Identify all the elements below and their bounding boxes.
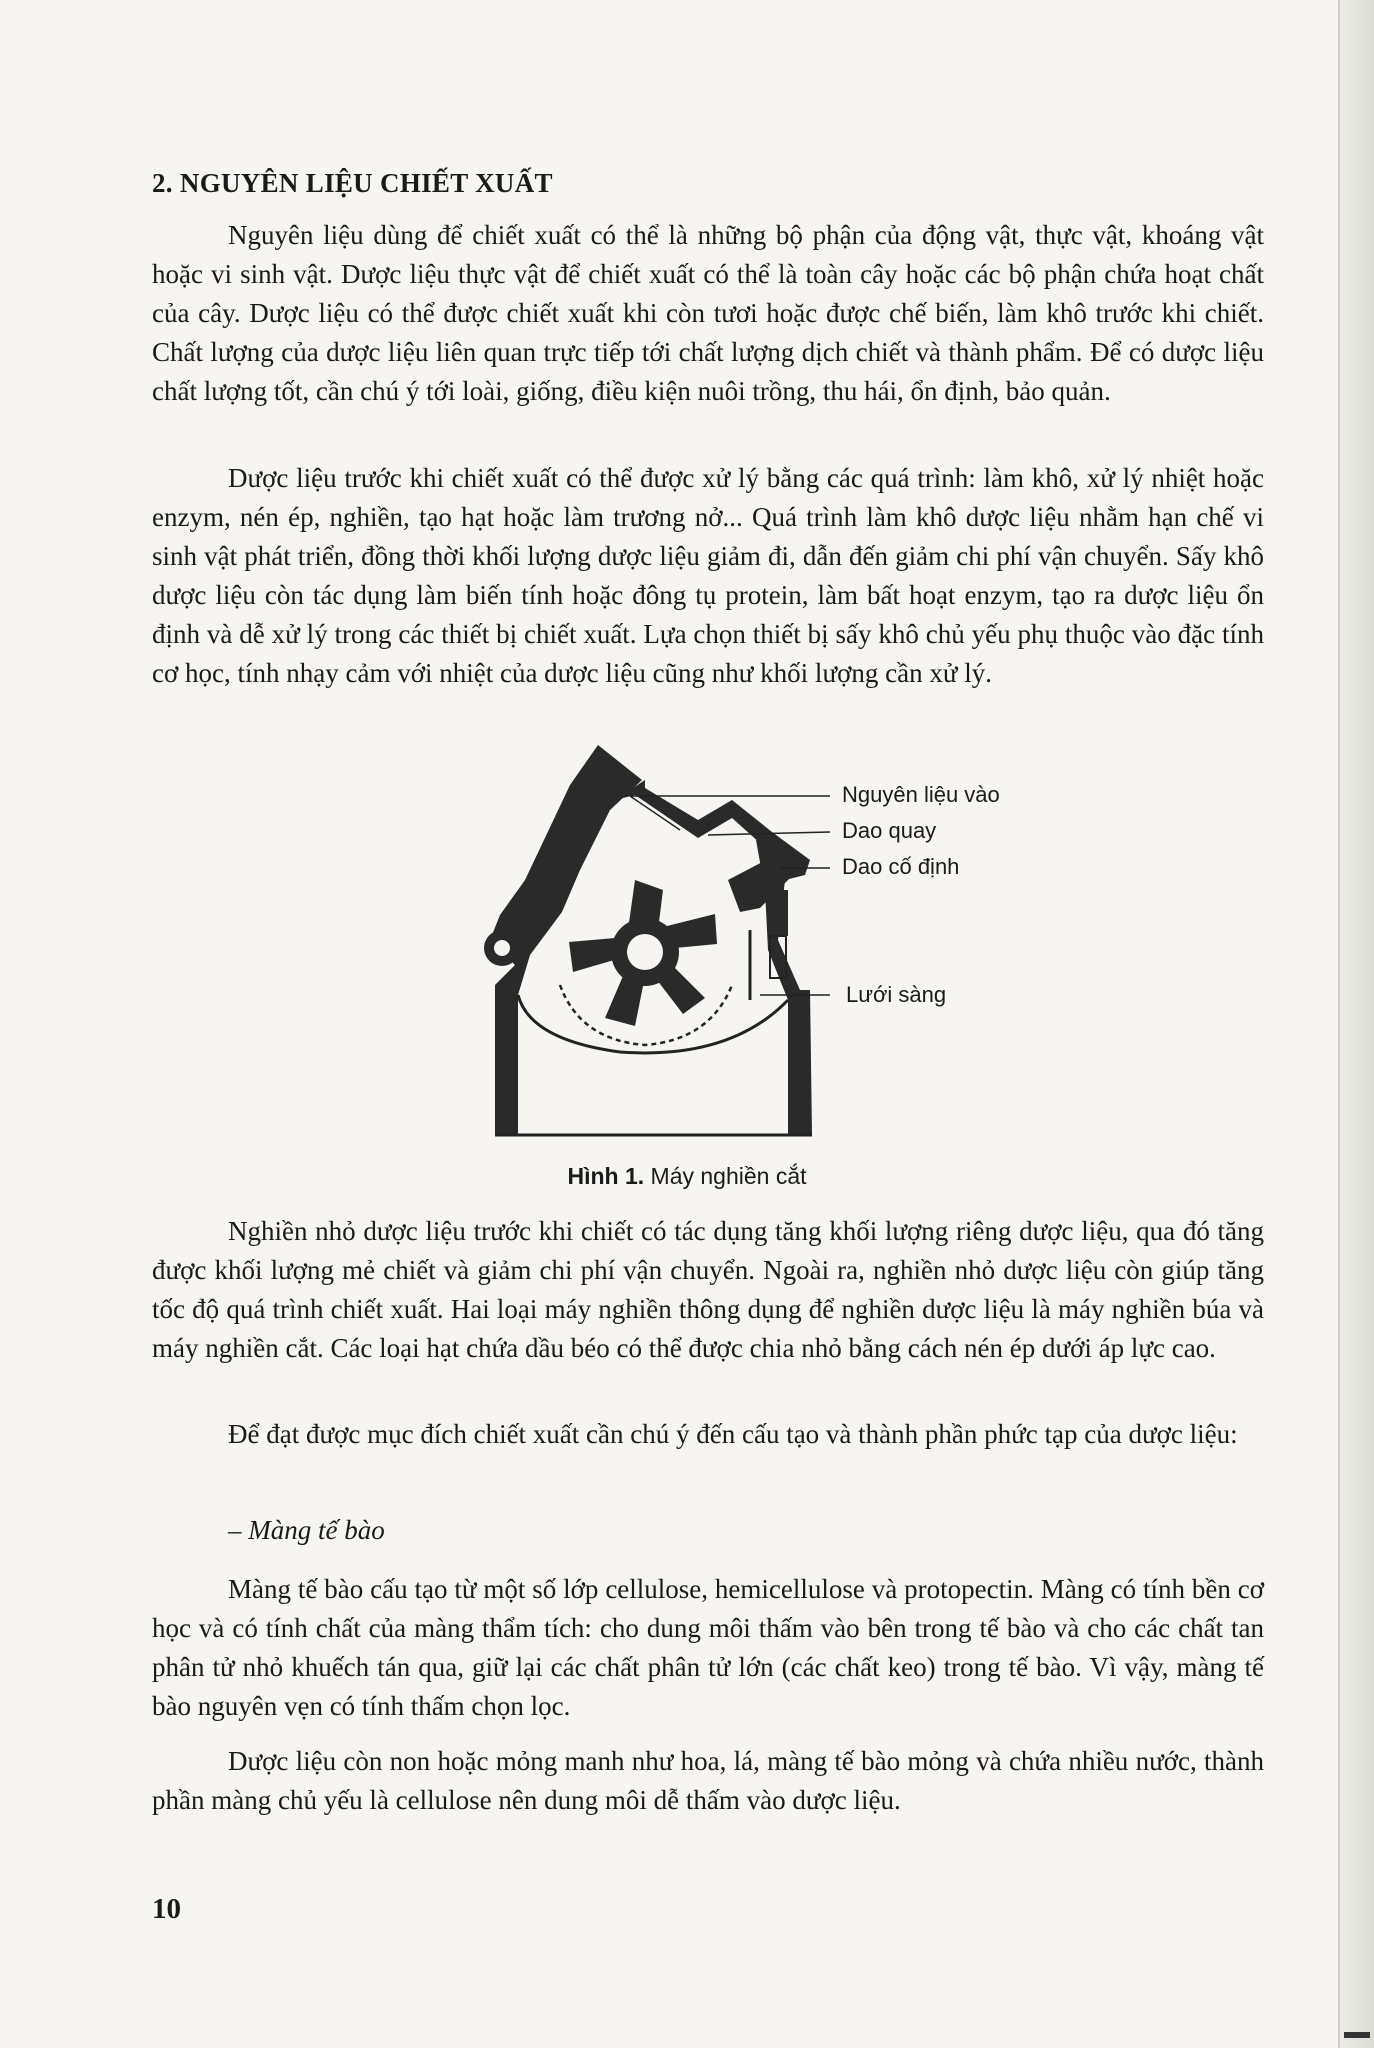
paragraph-6: Dược liệu còn non hoặc mỏng manh như hoa, lá, màng tế bào mỏng và chứa nhiều nước, thành phần màng chủ yếu là cellulose nên dung môi dễ thấm vào dược liệu. bbox=[152, 1746, 1264, 1815]
rotor bbox=[569, 880, 717, 1026]
scan-mark bbox=[1344, 2032, 1370, 2038]
subheading-text: Màng tế bào bbox=[248, 1515, 385, 1545]
figure-caption bbox=[0, 1163, 1374, 1190]
subheading-dash: – bbox=[228, 1515, 242, 1545]
caption-number: Hình 1. bbox=[567, 1163, 645, 1189]
section-heading: 2. NGUYÊN LIỆU CHIẾT XUẤT bbox=[152, 168, 553, 198]
subheading-cell-membrane bbox=[228, 1515, 385, 1546]
hinge-hole bbox=[494, 940, 510, 956]
label-feed: Nguyên liệu vào bbox=[842, 782, 1000, 807]
paragraph-1: Nguyên liệu dùng để chiết xuất có thể là những bộ phận của động vật, thực vật, khoáng vật hoặc vi sinh vật. Dược liệu thực vật để chiết xuất có thể là toàn cây hoặc các bộ phận chứa hoạt chất của cây. Dược liệu có thể được chiết xuất khi còn tươi hoặc được chế biến, làm khô trước khi chiết. Chất lượng của dược liệu liên quan trực tiếp tới chất lượng dịch chiết và thành phẩm. Để có dược liệu chất lượng tốt, cần chú ý tới loài, giống, điều kiện nuôi trồng, thu hái, ổn định, bảo quản. bbox=[152, 220, 1264, 406]
label-fixed-knife: Dao cố định bbox=[842, 854, 960, 879]
knife-bolt bbox=[768, 890, 788, 936]
page-number: 10 bbox=[152, 1893, 181, 1925]
figure-cutting-mill bbox=[470, 740, 1030, 1140]
paragraph-4: Để đạt được mục đích chiết xuất cần chú ý đến cấu tạo và thành phần phức tạp của dược liệu: bbox=[228, 1419, 1238, 1449]
rotor-shaft bbox=[627, 934, 663, 970]
screen-arc bbox=[560, 985, 732, 1045]
paragraph-2: Dược liệu trước khi chiết xuất có thể được xử lý bằng các quá trình: làm khô, xử lý nhiệt hoặc enzym, nén ép, nghiền, tạo hạt hoặc làm trương nở... Quá trình làm khô dược liệu nhằm hạn chế vi sinh vật phát triển, đồng thời khối lượng dược liệu giảm đi, dẫn đến giảm chi phí vận chuyển. Sấy khô dược liệu còn tác dụng làm biến tính hoặc đông tụ protein, làm bất hoạt enzym, tạo ra dược liệu ổn định và dễ xử lý trong các thiết bị chiết xuất. Lựa chọn thiết bị sấy khô chủ yếu phụ thuộc vào đặc tính cơ học, tính nhạy cảm với nhiệt của dược liệu cũng như khối lượng cần xử lý. bbox=[152, 463, 1264, 688]
paragraph-5: Màng tế bào cấu tạo từ một số lớp cellulose, hemicellulose và protopectin. Màng có tính bền cơ học và có tính chất của màng thẩm tích: cho dung môi thấm vào bên trong tế bào và cho các chất tan phân tử nhỏ khuếch tán qua, giữ lại các chất phân tử lớn (các chất keo) trong tế bào. Vì vậy, màng tế bào nguyên vẹn có tính thấm chọn lọc. bbox=[152, 1574, 1264, 1721]
paragraph-3: Nghiền nhỏ dược liệu trước khi chiết có tác dụng tăng khối lượng riêng dược liệu, qua đó tăng được khối lượng mẻ chiết và giảm chi phí vận chuyển. Ngoài ra, nghiền nhỏ dược liệu còn giúp tăng tốc độ quá trình chiết xuất. Hai loại máy nghiền thông dụng để nghiền dược liệu là máy nghiền búa và máy nghiền cắt. Các loại hạt chứa dầu béo có thể được chia nhỏ bằng cách nén ép dưới áp lực cao. bbox=[152, 1216, 1264, 1363]
label-screen: Lưới sàng bbox=[846, 982, 947, 1007]
label-rotor-knife: Dao quay bbox=[842, 818, 937, 843]
page-edge-shadow bbox=[1338, 0, 1374, 2048]
caption-text: Máy nghiền cắt bbox=[650, 1163, 807, 1189]
